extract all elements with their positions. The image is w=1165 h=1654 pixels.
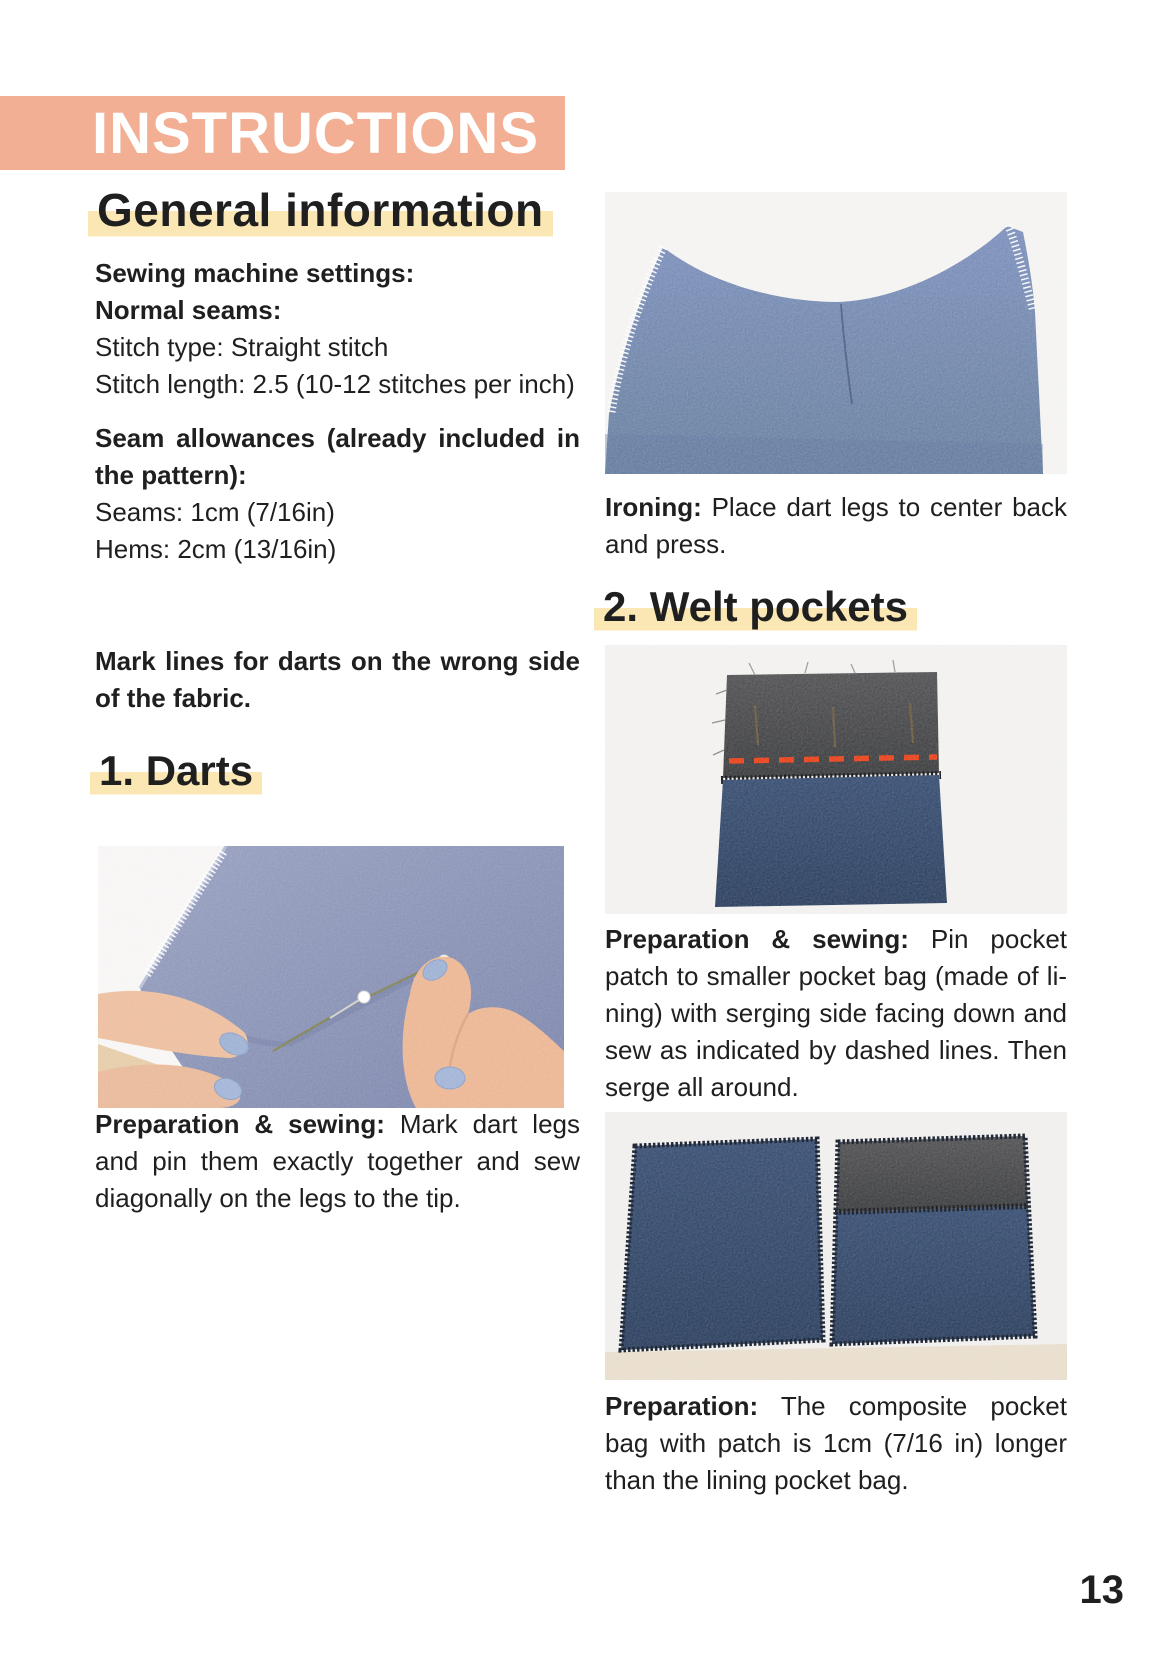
settings-title: Sewing machine settings: [95, 258, 415, 288]
banner-title: INSTRUCTIONS [92, 100, 539, 166]
general-info-text [95, 255, 580, 717]
caption-line: bag with patch is 1cm (7/16 in) longer [605, 1428, 1067, 1458]
heading-general-information [88, 182, 553, 238]
caption-line: than the lining pocket bag. [605, 1465, 909, 1495]
caption-line: Preparation & sewing: Pin pocket [605, 924, 1068, 954]
caption-line: diagonally on the legs to the tip. [95, 1183, 461, 1213]
caption-line: patch to smaller pocket bag (made of li- [605, 961, 1067, 991]
seam-allowances-line1: Seam allowances (already included in [95, 423, 580, 453]
caption-line: Preparation: The composite pocket [605, 1391, 1067, 1421]
caption-line: and pin them exactly together and sew [95, 1146, 580, 1176]
heading-highlight: 2. Welt pockets [594, 582, 917, 632]
heading-highlight: 1. Darts [90, 746, 262, 796]
caption-label: Preparation & sewing: [605, 924, 909, 954]
heading-highlight: General information [88, 182, 553, 238]
normal-seams-title: Normal seams: [95, 295, 282, 325]
heading-darts [90, 746, 262, 796]
caption-line: and press. [605, 529, 727, 559]
ironing-dart-photo [605, 192, 1067, 474]
pocket-bags-photo [605, 1112, 1067, 1380]
darts-caption [95, 1106, 580, 1217]
heading-welt-pockets [594, 582, 917, 632]
caption-line: Preparation & sewing: Mark dart legs [95, 1109, 580, 1139]
caption-label: Ironing: [605, 492, 702, 522]
caption-label: Preparation: [605, 1391, 759, 1421]
mark-darts-line1: Mark lines for darts on the wrong side [95, 646, 580, 676]
composite-prep-caption [605, 1388, 1067, 1499]
stitch-length-line: Stitch length: 2.5 (10-12 stitches per inch) [95, 369, 575, 399]
pocket-patch-pinned-photo [605, 645, 1067, 914]
stitch-type-line: Stitch type: Straight stitch [95, 332, 389, 362]
caption-line: ning) with serging side facing down and [605, 998, 1067, 1028]
caption-label: Preparation & sewing: [95, 1109, 385, 1139]
page-number: 13 [1079, 1568, 1124, 1612]
ironing-caption [605, 489, 1067, 563]
caption-line: Ironing: Place dart legs to center back [605, 492, 1067, 522]
hems-line: Hems: 2cm (13/16in) [95, 534, 337, 564]
seams-line: Seams: 1cm (7/16in) [95, 497, 335, 527]
caption-line: sew as indicated by dashed lines. Then [605, 1035, 1067, 1065]
darts-pinning-photo [98, 846, 564, 1108]
welt-prep-caption [605, 921, 1067, 1106]
instructions-banner [0, 96, 565, 170]
mark-darts-line2: of the fabric. [95, 683, 252, 713]
caption-line: serge all around. [605, 1072, 799, 1102]
seam-allowances-line2: the pattern): [95, 460, 247, 490]
